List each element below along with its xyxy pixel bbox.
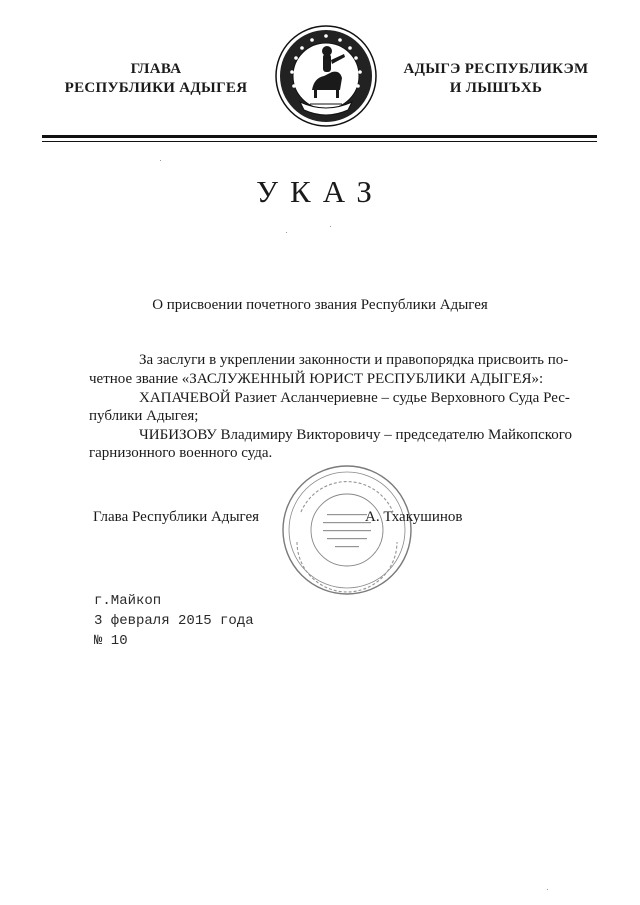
footer-number: № 10 (94, 633, 128, 649)
body-line-4: публики Адыгея; (89, 408, 199, 424)
official-stamp-icon (279, 462, 415, 598)
scan-speck (286, 232, 287, 233)
document-subject: О присвоении почетного звания Республики Адыгея (152, 297, 488, 313)
signature-label: Глава Республики Адыгея (93, 509, 260, 525)
header-right-line2: И ЛЫШЪХЬ (449, 80, 543, 96)
header-rule-thin (42, 141, 597, 142)
header-left (40, 60, 272, 98)
footer-city: г.Майкоп (94, 593, 162, 609)
footer-date: 3 февраля 2015 года (94, 613, 254, 629)
header-right-line1: АДЫГЭ РЕСПУБЛИКЭМ (403, 61, 589, 77)
scan-speck (330, 226, 331, 227)
body-line-3: ХАПАЧЕВОЙ Разиет Асланчериевне – судье Верховного Суда Рес- (139, 390, 570, 406)
header-left-line1: ГЛАВА (130, 61, 182, 77)
header-left-line2: РЕСПУБЛИКИ АДЫГЕЯ (64, 80, 248, 96)
header-right (378, 60, 614, 98)
body-line-6: гарнизонного военного суда. (89, 445, 273, 461)
coat-of-arms-icon (274, 24, 378, 128)
scan-speck (160, 160, 161, 161)
body-line-2: четное звание «ЗАСЛУЖЕННЫЙ ЮРИСТ РЕСПУБЛИКИ АДЫГЕЯ»: (89, 371, 544, 387)
document-title: УКАЗ (256, 174, 384, 209)
body-line-5: ЧИБИЗОВУ Владимиру Викторовичу – председателю Майкопского (139, 427, 573, 443)
signature-name: А. Тхакушинов (365, 509, 463, 525)
scan-speck (547, 889, 548, 890)
body-line-1: За заслуги в укреплении законности и правопорядка присвоить по- (139, 352, 569, 368)
header-rule-thick (42, 135, 597, 138)
